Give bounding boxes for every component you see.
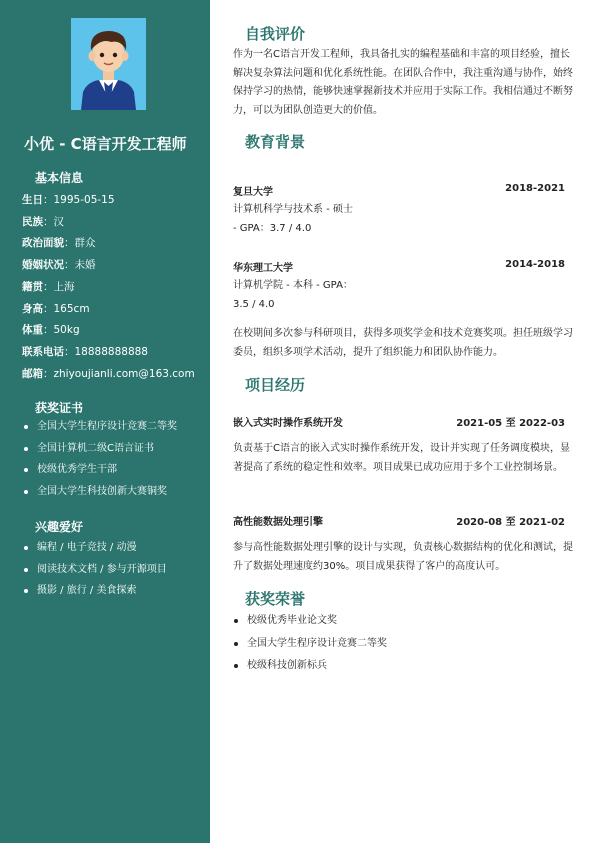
info-label: 政治面貌 (22, 237, 64, 250)
project-description: 参与高性能数据处理引擎的设计与实现，负责核心数据结构的优化和测试，提升了数据处理速度约30%。项目成果获得了客户的高度认可。 (233, 542, 573, 572)
info-value: ：165cm (43, 302, 90, 315)
education-entry-title (233, 259, 565, 274)
certificates-heading: 获奖证书 (35, 401, 84, 415)
certificate-item: 全国计算机二级C语言证书 (22, 438, 177, 460)
info-row (22, 212, 195, 234)
info-row (22, 233, 195, 255)
hobbies-heading: 兴趣爱好 (35, 520, 84, 534)
info-value: ：18888888888 (64, 345, 148, 358)
info-label: 籍贯 (22, 280, 43, 293)
education-heading: 教育背景 (245, 133, 306, 151)
candidate-name: 小优 - C语言开发工程师 (24, 135, 187, 153)
self-evaluation-heading: 自我评价 (245, 25, 306, 43)
school-name: 华东理工大学 (233, 263, 293, 274)
project-description: 负责基于C语言的嵌入式实时操作系统开发，设计并实现了任务调度模块，显著提高了系统的稳定性和效率。项目成果已成功应用于多个工业控制场景。 (233, 443, 570, 473)
info-row (22, 342, 195, 364)
info-label: 邮箱 (22, 367, 43, 380)
info-label: 民族 (22, 215, 43, 228)
info-row (22, 364, 195, 386)
education-detail: 计算机科学与技术系 - 硕士 - GPA：3.7 / 4.0 (233, 204, 353, 234)
hobby-item: 摄影 / 旅行 / 美食探索 (22, 580, 167, 602)
info-label: 身高 (22, 302, 43, 315)
info-row (22, 299, 195, 321)
info-label: 婚姻状况 (22, 259, 64, 272)
education-detail: 计算机学院 - 本科 - GPA：3.5 / 4.0 (233, 280, 353, 310)
project-title-row (233, 513, 565, 528)
certificate-item: 校级优秀学生干部 (22, 459, 177, 481)
hobby-item: 阅读技术文档 / 参与开源项目 (22, 559, 167, 581)
honor-item: 校级科技创新标兵 (233, 655, 387, 678)
self-evaluation-text: 作为一名C语言开发工程师，我具备扎实的编程基础和丰富的项目经验，擅长解决复杂算法问题和优化系统性能。在团队合作中，我注重沟通与协作，始终保持学习的热情，能够快速掌握新技术并应用于实际工作。我相信通过不断努力，可以为团队创造更大的价值。 (233, 49, 573, 116)
sidebar (0, 0, 210, 843)
basic-info-list (22, 190, 195, 385)
project-title-row (233, 414, 565, 429)
education-entry-title (233, 183, 565, 198)
info-label: 体重 (22, 324, 43, 337)
project-name: 嵌入式实时操作系统开发 (233, 418, 343, 429)
certificates-list (22, 416, 177, 502)
info-row (22, 190, 195, 212)
info-row (22, 320, 195, 342)
projects-heading: 项目经历 (245, 376, 306, 394)
school-name: 复旦大学 (233, 187, 273, 198)
education-date: 2014-2018 (505, 259, 565, 270)
project-name: 高性能数据处理引擎 (233, 517, 323, 528)
certificate-item: 全国大学生科技创新大赛铜奖 (22, 481, 177, 503)
certificate-item: 全国大学生程序设计竞赛二等奖 (22, 416, 177, 438)
info-value: ：群众 (64, 237, 96, 250)
info-value: ：未婚 (64, 259, 96, 272)
project-date: 2021-05 至 2022-03 (456, 418, 565, 429)
info-value: ：zhiyoujianli.com@163.com (43, 367, 195, 380)
hobby-item: 编程 / 电子竞技 / 动漫 (22, 537, 167, 559)
info-value: ：1995-05-15 (43, 194, 115, 206)
info-value: ：上海 (43, 280, 75, 293)
education-summary: 在校期间多次参与科研项目，获得多项奖学金和技术竞赛奖项。担任班级学习委员，组织多项学术活动，提升了组织能力和团队协作能力。 (233, 328, 573, 358)
avatar-illustration (71, 18, 146, 110)
project-date: 2020-08 至 2021-02 (456, 517, 565, 528)
info-value: ：50kg (43, 324, 80, 337)
info-row (22, 255, 195, 277)
basic-info-heading: 基本信息 (35, 171, 84, 185)
hobbies-list (22, 537, 167, 602)
info-label: 生日 (22, 194, 43, 206)
honors-heading: 获奖荣誉 (245, 590, 306, 608)
honor-item: 全国大学生程序设计竞赛二等奖 (233, 633, 387, 656)
honors-list (233, 610, 387, 678)
info-label: 联系电话 (22, 345, 64, 358)
info-value: ：汉 (43, 215, 64, 228)
honor-item: 校级优秀毕业论文奖 (233, 610, 387, 633)
education-date: 2018-2021 (505, 183, 565, 194)
avatar (71, 18, 146, 110)
info-row (22, 277, 195, 299)
